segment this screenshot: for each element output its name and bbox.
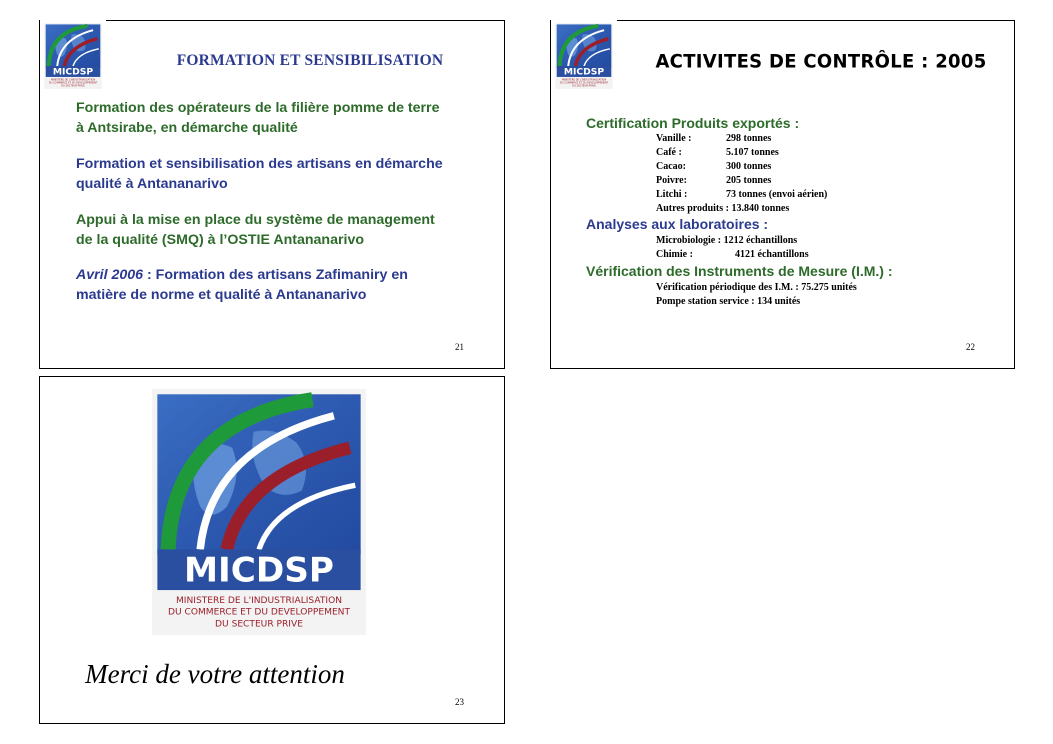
slide-21: [39, 20, 505, 369]
paragraph-3: [76, 211, 435, 250]
product-label: Vanille :: [656, 133, 692, 144]
lab-label: Chimie :: [656, 249, 693, 260]
closing-message: Merci de votre attention: [85, 659, 345, 689]
paragraph-1: [76, 99, 439, 138]
slide-22: [550, 20, 1015, 369]
page-number: 21: [455, 342, 464, 352]
product-value: 298 tonnes: [726, 133, 772, 144]
page-number: 22: [966, 342, 975, 352]
section-laboratories: Analyses aux laboratoires :: [586, 216, 769, 232]
lab-value: 4121 échantillons: [735, 249, 809, 260]
line: matière de norme et qualité à Antananarivo: [76, 286, 367, 303]
date-emphasis: Avril 2006: [76, 267, 144, 283]
micdsp-logo-icon: [42, 23, 104, 89]
product-label: Litchi :: [656, 189, 688, 200]
section-certification: Certification Produits exportés :: [586, 115, 800, 131]
line: Formation des opérateurs de la filière pomme de terre: [76, 100, 440, 116]
page-number: 23: [455, 697, 464, 707]
product-value: 205 tonnes: [726, 175, 772, 186]
paragraph-2: [76, 155, 443, 194]
slide-title: ACTIVITES DE CONTRÔLE : 2005: [655, 50, 987, 73]
line: Formation et sensibilisation des artisans en démarche: [76, 156, 443, 172]
im-verification: Vérification périodique des I.M. : 75.275 unités: [656, 282, 857, 293]
section-instruments: Vérification des Instruments de Mesure (I.M.) :: [586, 263, 893, 279]
slide-23: [39, 376, 505, 724]
line: Appui à la mise en place du système de management: [76, 212, 435, 228]
line: [76, 266, 408, 286]
other-products: Autres produits : 13.840 tonnes: [656, 203, 790, 214]
product-value: 300 tonnes: [726, 161, 772, 172]
line: à Antsirabe, en démarche qualité: [76, 119, 298, 136]
line: qualité à Antananarivo: [76, 175, 228, 192]
paragraph-4: [76, 266, 408, 305]
im-pump: Pompe station service : 134 unités: [656, 296, 801, 307]
product-value: 73 tonnes (envoi aérien): [726, 189, 828, 200]
micdsp-logo-icon: [150, 389, 368, 635]
micdsp-logo-icon: [553, 23, 615, 89]
line-text: : Formation des artisans Zafimaniry en: [143, 267, 408, 283]
line: de la qualité (SMQ) à l’OSTIE Antananarivo: [76, 231, 365, 248]
slide-title: FORMATION ET SENSIBILISATION: [176, 52, 444, 69]
lab-microbiology: Microbiologie : 1212 échantillons: [656, 235, 798, 246]
product-label: Poivre:: [656, 175, 687, 186]
product-value: 5.107 tonnes: [726, 147, 779, 158]
product-label: Café :: [656, 147, 682, 158]
product-label: Cacao:: [656, 161, 686, 172]
